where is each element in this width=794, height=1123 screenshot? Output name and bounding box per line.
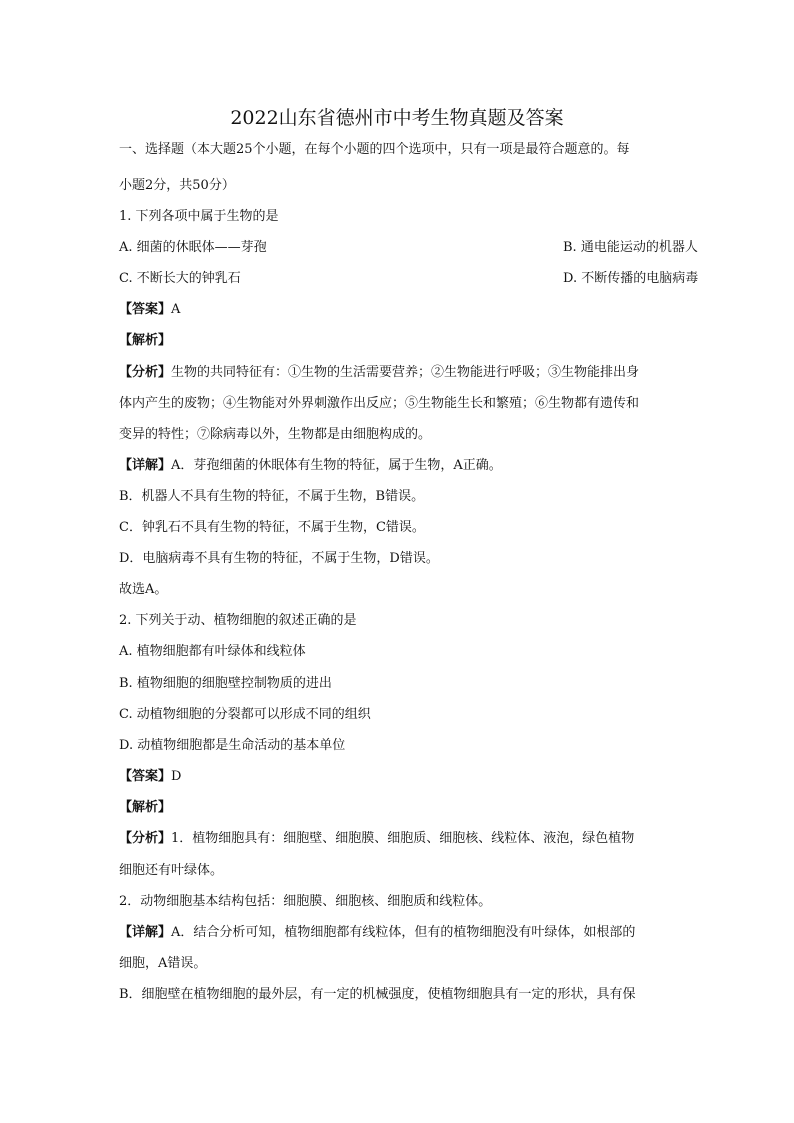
q2-analysis-heading xyxy=(119,798,679,818)
q2-answer-value: D xyxy=(171,769,182,784)
q1-detail-text1: A．芽孢细菌的休眠体有生物的特征，属于生物，A正确。 xyxy=(171,458,502,473)
q2-detail-line3: B．细胞壁在植物细胞的最外层，有一定的机械强度，使植物细胞具有一定的形状，具有保 xyxy=(119,987,636,1002)
q2-option-b: B. 植物细胞的细胞壁控制物质的进出 xyxy=(119,676,332,691)
page-title: 2022山东省德州市中考生物真题及答案 xyxy=(230,107,564,129)
fenxi-label: 【分析】 xyxy=(119,365,172,380)
q2-fenxi-line1 xyxy=(119,829,679,849)
q2-detail-line2: 细胞，A错误。 xyxy=(119,956,207,971)
q2-answer xyxy=(119,767,679,787)
xiangjie-label: 【详解】 xyxy=(119,925,172,940)
q2-fenxi-line3: 2．动物细胞基本结构包括：细胞膜、细胞核、细胞质和线粒体。 xyxy=(119,894,492,909)
q1-fenxi-line3: 变异的特性；⑦除病毒以外，生物都是由细胞构成的。 xyxy=(119,427,432,442)
q1-analysis-heading xyxy=(119,331,679,351)
q1-answer-value: A xyxy=(171,302,181,317)
q2-detail-line1 xyxy=(119,923,679,943)
q1-option-d: D. 不断传播的电脑病毒 xyxy=(563,271,699,286)
q1-option-c: C. 不断长大的钟乳石 xyxy=(119,271,241,286)
q1-fenxi-line2: 体内产生的废物；④生物能对外界刺激作出反应；⑤生物能生长和繁殖；⑥生物都有遗传和 xyxy=(119,396,640,411)
q1-detail-line4: D．电脑病毒不具有生物的特征，不属于生物，D错误。 xyxy=(119,551,439,566)
analysis-label: 【解析】 xyxy=(119,800,172,815)
q1-options-row2 xyxy=(119,269,699,289)
section-instruction: 一、选择题（本大题25个小题，在每个小题的四个选项中，只有一项是最符合题意的。每 xyxy=(119,142,630,157)
q1-detail-line2: B．机器人不具有生物的特征，不属于生物，B错误。 xyxy=(119,489,425,504)
q1-detail-line1 xyxy=(119,456,679,476)
q2-stem: 2. 下列关于动、植物细胞的叙述正确的是 xyxy=(119,613,357,628)
answer-label: 【答案】 xyxy=(119,769,172,784)
q1-option-a: A. 细菌的休眠体——芽孢 xyxy=(119,240,267,255)
q2-fenxi-line2: 细胞还有叶绿体。 xyxy=(119,863,224,878)
q2-fenxi-text1: 1．植物细胞具有：细胞壁、细胞膜、细胞质、细胞核、线粒体、液泡，绿色植物 xyxy=(171,831,635,846)
q2-option-d: D. 动植物细胞都是生命活动的基本单位 xyxy=(119,738,346,753)
q1-conclusion: 故选A。 xyxy=(119,582,168,597)
q1-fenxi-text1: 生物的共同特征有：①生物的生活需要营养；②生物能进行呼吸；③生物能排出身 xyxy=(171,365,640,380)
q1-stem: 1. 下列各项中属于生物的是 xyxy=(119,209,279,224)
q1-option-b: B. 通电能运动的机器人 xyxy=(563,240,698,255)
q1-answer xyxy=(119,300,679,320)
q1-fenxi-line1 xyxy=(119,363,679,383)
q1-options-row1 xyxy=(119,238,698,258)
q2-option-c: C. 动植物细胞的分裂都可以形成不同的组织 xyxy=(119,707,371,722)
xiangjie-label: 【详解】 xyxy=(119,458,172,473)
fenxi-label: 【分析】 xyxy=(119,831,172,846)
answer-label: 【答案】 xyxy=(119,302,172,317)
q2-detail-text1: A．结合分析可知，植物细胞都有线粒体，但有的植物细胞没有叶绿体，如根部的 xyxy=(171,925,636,940)
analysis-label: 【解析】 xyxy=(119,333,172,348)
section-instruction-cont: 小题2分，共50分） xyxy=(119,178,235,193)
q1-detail-line3: C．钟乳石不具有生物的特征，不属于生物，C错误。 xyxy=(119,520,425,535)
q2-option-a: A. 植物细胞都有叶绿体和线粒体 xyxy=(119,644,306,659)
